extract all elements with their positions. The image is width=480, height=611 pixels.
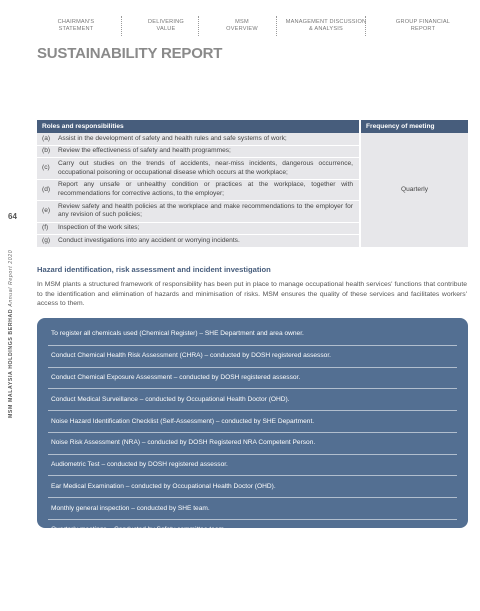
table-row [37,133,468,145]
row-responsibility: Carry out studies on the trends of accidents, near-miss incidents, dangerous occurrence, occupational poisoning or occupational disease which occurs at the workplace; [55,158,360,179]
hazard-measures-list [37,318,468,563]
nav-link-delivering-value[interactable]: DELIVERING VALUE [148,19,184,32]
list-item: Noise Hazard Identification Checklist (Self-Assessment) – conducted by SHE Department. [48,411,457,433]
nav-divider [365,16,366,36]
row-responsibility: Assist in the development of safety and health rules and safe systems of work; [55,133,360,145]
list-item: To register all chemicals used (Chemical Register) – SHE Department and area owner. [48,324,457,346]
list-item: Monthly general inspection – conducted by SHE team. [48,498,457,520]
list-item: Near miss record keeping – by EAR card programme. [51,548,208,556]
list-item: Conduct Chemical Exposure Assessment – conducted by DOSH registered assessor. [48,368,457,390]
row-responsibility: Review safety and health policies at the workplace and make recommendations to the employer for any revision of such policies; [55,201,360,222]
nav-link-management-discussion[interactable]: MANAGEMENT DISCUSSION & ANALYSIS [285,19,367,32]
row-letter: (c) [37,158,55,179]
section-navigation [36,14,468,38]
row-responsibility: Report any unsafe or unhealthy condition or practices at the workplace, together with recommendations for corrective actions, to the employer; [55,179,360,200]
side-report-name: Annual Report 2020 [8,249,14,307]
nav-divider [121,16,122,36]
frequency-column-header: Frequency of meeting [360,120,468,133]
nav-link-msm-overview[interactable]: MSM OVERVIEW [226,19,258,32]
side-company-name: MSM MALAYSIA HOLDINGS BERHAD [8,308,14,418]
hazard-section-body: In MSM plants a structured framework of responsibility has been put in place to manage occupational health services' functions that contribute to the identification and elimination of hazards and minimisation of risks. MSM ensures the quality of these services and facilitates workers' access to them. [37,281,467,308]
nav-link-chairmans-statement[interactable]: CHAIRMAN'S STATEMENT [57,19,95,32]
row-letter: (e) [37,201,55,222]
row-responsibility: Conduct investigations into any accident or worrying incidents. [55,235,360,248]
list-item: Noise Risk Assessment (NRA) – conducted by DOSH Registered NRA Competent Person. [48,433,457,455]
nav-link-group-financial-report[interactable]: GROUP FINANCIAL REPORT [395,19,451,32]
row-letter: (b) [37,145,55,158]
hazard-measures-panel [37,318,468,556]
list-item: Conduct Chemical Health Risk Assessment (CHRA) – conducted by DOSH registered assessor. [48,346,457,368]
nav-divider [198,16,199,36]
list-item: Conduct Medical Surveillance – conducted by Occupational Health Doctor (OHD). [48,389,457,411]
list-item: Ear Medical Examination – conducted by Occupational Health Doctor (OHD). [48,476,457,498]
hazard-section-heading: Hazard identification, risk assessment and incident investigation [37,265,271,274]
list-item: Audiometric Test – conducted by DOSH registered assessor. [48,455,457,477]
row-letter: (d) [37,179,55,200]
row-responsibility: Inspection of the work sites; [55,222,360,235]
roles-table [37,120,468,248]
roles-table-header-row [37,120,468,133]
page-number: 64 [8,212,17,221]
page-title: SUSTAINABILITY REPORT [37,45,223,62]
row-letter: (g) [37,235,55,248]
frequency-cell: Quarterly [360,133,468,248]
row-letter: (a) [37,133,55,145]
side-running-title [8,238,14,418]
row-responsibility: Review the effectiveness of safety and health programmes; [55,145,360,158]
roles-column-header: Roles and responsibilities [37,120,360,133]
list-item: Quarterly meetings – Conducted by Safety committee team. [48,520,457,542]
row-letter: (f) [37,222,55,235]
